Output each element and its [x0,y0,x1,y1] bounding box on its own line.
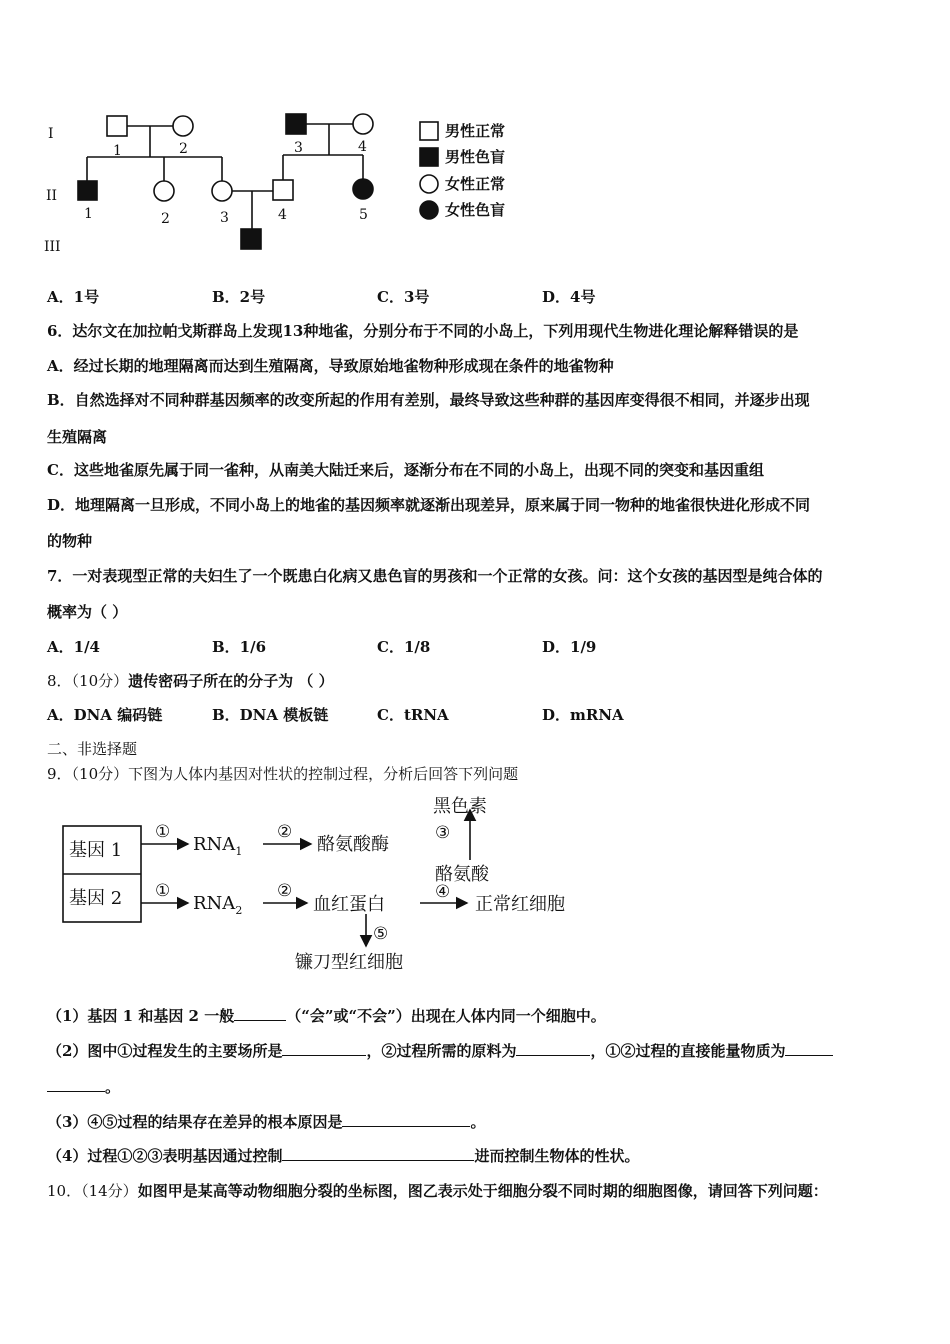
legend-colorblind-female: 女性色盲 [445,201,506,219]
q9-sub4-text-b: 进而控制生物体的性状。 [474,1147,640,1165]
rna1-text: RNA [193,834,236,855]
pedigree-II-5-colorblind-female [353,179,373,199]
step1-row1: ① [155,822,171,842]
gen-label-I: I [48,126,54,142]
label-II-1: 1 [84,206,93,222]
pedigree-I-4-normal-female [353,114,373,134]
legend-normal-male: 男性正常 [445,122,506,140]
rna2-label [193,893,242,917]
q9-sub4 [47,1145,639,1166]
q8-option-d: D．mRNA [542,706,624,724]
q6-option-d-line2: 的物种 [47,532,93,550]
pedigree-II-3-normal-female [212,181,232,201]
q9-sub2-text-a: （2）图中①过程发生的主要场所是 [47,1042,283,1060]
rna2-subscript: 2 [235,904,243,917]
q5-option-a: A．1号 [47,288,100,306]
label-I-2: 2 [179,141,188,157]
q7-option-b: B．1/6 [212,638,267,656]
q9-sub2-cont [47,1076,120,1097]
q9-sub4-text-a: （4）过程①②③表明基因通过控制 [47,1147,283,1165]
q9-sub2-blank-3a[interactable] [785,1040,833,1056]
q8-score: （10分） [71,672,129,690]
step4: ④ [435,882,451,902]
gen-label-III: III [44,239,61,255]
label-II-2: 2 [161,211,170,227]
q9-sub2-text-d: 。 [105,1078,121,1096]
q6-option-b-line2: 生殖隔离 [47,428,108,446]
section-heading: 二、非选择题 [47,740,138,758]
pedigree-chart [40,105,540,265]
rna2-text: RNA [193,893,236,914]
q9-line [47,763,518,784]
rna1-subscript: 1 [235,845,243,858]
q6-option-a: A．经过长期的地理隔离而达到生殖隔离，导致原始地雀物种形成现在条件的地雀物种 [47,357,614,375]
q10-number: 10． [47,1182,82,1200]
q9-sub1 [47,1005,606,1026]
label-II-3: 3 [220,210,229,226]
q6-stem: 6．达尔文在加拉帕戈斯群岛上发现13种地雀，分别分布于不同的小岛上，下列用现代生物进化理论解释错误的是 [47,322,799,340]
q9-sub1-blank[interactable] [234,1005,286,1021]
legend-colorblind-male: 男性色盲 [445,148,506,166]
pedigree-II-1-colorblind-male [78,181,97,200]
hemoglobin-label: 血红蛋白 [313,894,385,915]
step3: ③ [435,823,451,843]
gene2-label: 基因 2 [69,888,123,909]
q8-stem: 遗传密码子所在的分子为 （ ） [128,672,334,690]
pedigree-II-4-normal-male [273,180,293,200]
step2-row1: ② [277,822,293,842]
legend-normal-female-icon [420,175,438,193]
q6-option-b-line1: B．自然选择对不同种群基因频率的改变所起的作用有差别，最终导致这些种群的基因库变得很不相同，并逐步出现 [47,391,810,409]
q5-option-c: C．3号 [377,288,430,306]
q9-sub2-text-b: ，②过程所需的原料为 [366,1042,517,1060]
q9-sub1-text-a: （1）基因 1 和基因 2 一般 [47,1007,235,1025]
q9-sub3-blank[interactable] [342,1111,470,1127]
q6-option-c: C．这些地雀原先属于同一雀种，从南美大陆迁来后，逐渐分布在不同的小岛上，出现不同的突变和基因重组 [47,461,764,479]
q7-option-a: A．1/4 [47,638,100,656]
tyrosine-label: 酪氨酸 [435,864,489,885]
q10-line [47,1180,828,1201]
q6-option-d-line1: D．地理隔离一旦形成，不同小岛上的地雀的基因频率就逐渐出现差异，原来属于同一物种的地雀很快进化形成不同 [47,496,811,514]
pedigree-I-1-normal-male [107,116,127,136]
q8-option-b: B．DNA 模板链 [212,706,329,724]
legend-normal-male-icon [420,122,438,140]
q10-stem: 如图甲是某高等动物细胞分裂的坐标图，图乙表示处于细胞分裂不同时期的细胞图像，请回答下列问题： [137,1182,828,1200]
q7-stem-line2: 概率为（ ） [47,603,128,621]
step1-row2: ① [155,881,171,901]
q7-option-d: D．1/9 [542,638,597,656]
q9-sub4-blank[interactable] [282,1145,474,1161]
rna1-label [193,834,242,858]
label-II-5: 5 [359,207,368,223]
q9-sub2-blank-2[interactable] [516,1040,590,1056]
q9-sub3-text-b: 。 [470,1113,486,1131]
q9-sub2-blank-1[interactable] [282,1040,366,1056]
q9-score: （10分） [71,765,129,783]
pedigree-I-2-normal-female [173,116,193,136]
normal-rbc-label: 正常红细胞 [475,894,565,915]
sickle-rbc-label: 镰刀型红细胞 [295,952,403,973]
q9-sub3-text-a: （3）④⑤过程的结果存在差异的根本原因是 [47,1113,343,1131]
q9-sub1-text-b: （“会”或“不会”）出现在人体内同一个细胞中。 [286,1007,606,1025]
q8-line [47,670,334,691]
q7-stem-line1: 7．一对表现型正常的夫妇生了一个既患白化病又患色盲的男孩和一个正常的女孩。问：这个女孩的基因型是纯合体的 [47,567,823,585]
legend-colorblind-female-icon [420,201,438,219]
q9-sub2-text-c: ，①②过程的直接能量物质为 [590,1042,786,1060]
q5-option-d: D．4号 [542,288,596,306]
q9-stem: 下图为人体内基因对性状的控制过程，分析后回答下列问题 [128,765,519,783]
step5: ⑤ [373,924,389,944]
pedigree-I-3-colorblind-male [286,114,306,134]
enzyme-label: 酪氨酸酶 [317,834,389,855]
q5-option-b: B．2号 [212,288,266,306]
q10-score: （14分） [81,1182,138,1200]
gene1-label: 基因 1 [69,840,123,861]
label-II-4: 4 [278,207,287,223]
gen-label-II: II [46,188,58,204]
q8-option-c: C．tRNA [377,706,449,724]
label-I-1: 1 [113,143,122,159]
label-I-3: 3 [294,140,303,156]
legend-colorblind-male-icon [420,148,438,166]
q9-number: 9． [47,765,72,783]
step2-row2: ② [277,881,293,901]
q9-sub2-blank-3b[interactable] [47,1076,105,1092]
q9-sub3 [47,1111,485,1132]
q9-sub2 [47,1040,833,1061]
legend-normal-female: 女性正常 [445,175,506,193]
gene-control-diagram [55,792,615,977]
q8-number: 8． [47,672,72,690]
q7-option-c: C．1/8 [377,638,431,656]
label-I-4: 4 [358,139,367,155]
pedigree-II-2-normal-female [154,181,174,201]
q8-option-a: A．DNA 编码链 [47,706,163,724]
pedigree-III-1-colorblind-male [241,229,261,249]
melanin-label: 黑色素 [433,796,487,817]
